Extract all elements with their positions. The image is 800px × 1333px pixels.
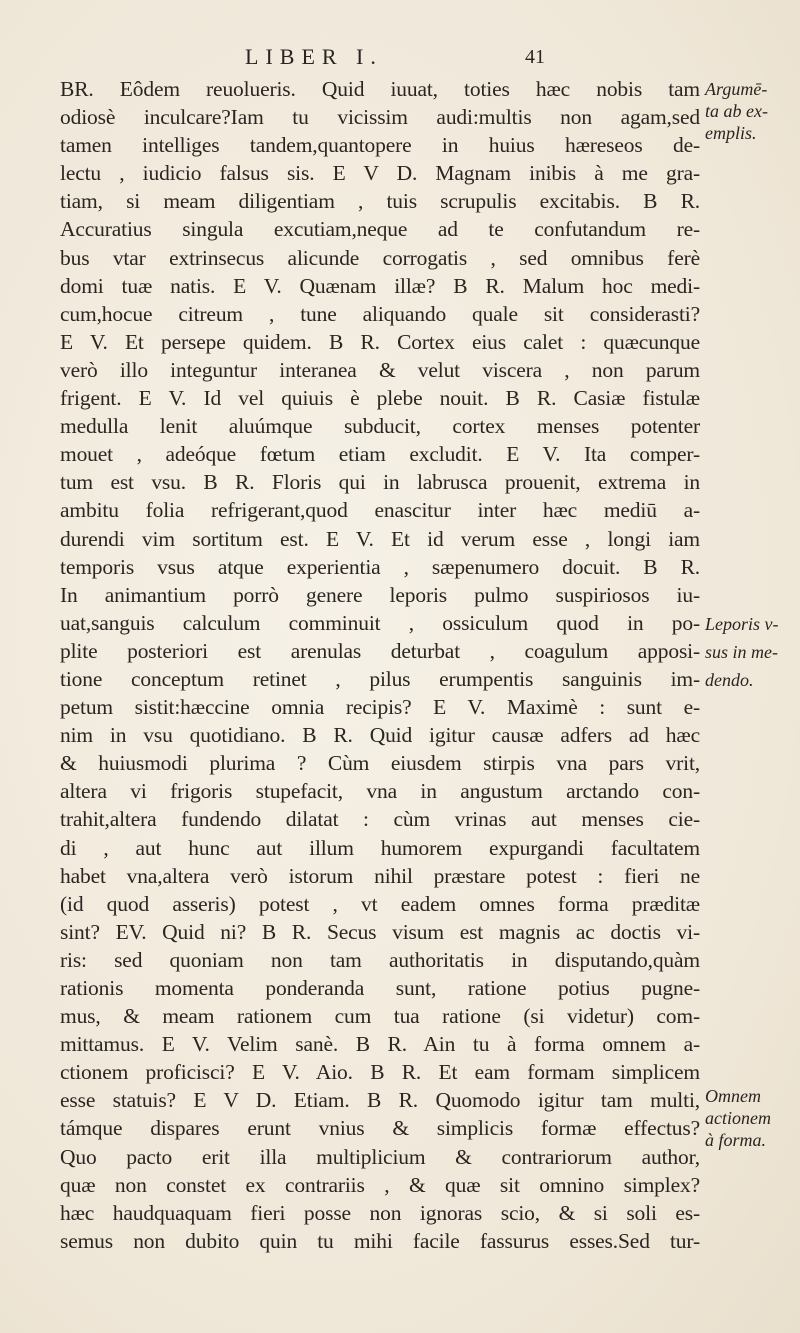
text-line: Quo pacto erit illa multiplicium & contrariorum author, — [60, 1144, 700, 1169]
text-line: nim in vsu quotidiano. B R. Quid igitur causæ adfers ad hæc — [60, 723, 700, 748]
marginal-note-leporis — [705, 610, 797, 694]
text-line: rationis momenta ponderanda sunt, ratione potius pugne- — [60, 976, 700, 1000]
text-line: odiosè inculcare?Iam tu vicissim audi:multis non agam,sed — [60, 105, 700, 130]
text-line: sint? EV. Quid ni? B R. Secus visum est magnis ac doctis vi- — [60, 919, 700, 944]
text-line: mus, & meam rationem cum tua ratione (si videtur) com- — [60, 1004, 700, 1029]
text-line: tione conceptum retinet , pilus erumpentis sanguinis im- — [60, 666, 700, 691]
text-line: verò illo integuntur interanea & velut viscera , non parum — [60, 357, 700, 382]
marginal-note-line: ta ab ex- — [705, 101, 768, 121]
text-line: esse statuis? E V D. Etiam. B R. Quomodo igitur tam multi, — [60, 1088, 700, 1113]
text-line: E V. Et persepe quidem. B R. Cortex eius calet : quæcunque — [60, 329, 700, 354]
text-line: mittamus. E V. Velim sanè. B R. Ain tu à forma omnem a- — [60, 1032, 700, 1057]
text-line: hæc haudquaquam fieri posse non ignoras scio, & si soli es- — [60, 1200, 700, 1225]
text-line: cum,hocue citreum , tune aliquando quale sit considerasti? — [60, 301, 700, 326]
marginal-note-line: Argumē- — [705, 79, 768, 99]
text-line: domi tuæ natis. E V. Quænam illæ? B R. Malum hoc medi- — [60, 273, 700, 298]
marginal-note-line: emplis. — [705, 123, 757, 143]
text-line: bus vtar extrinsecus alicunde corrogatis , sed omnibus ferè — [60, 245, 700, 270]
marginal-note-omnem — [705, 1085, 797, 1151]
text-line: Accuratius singula excutiam,neque ad te confutandum re- — [60, 217, 700, 242]
text-line: quæ non constet ex contrariis , & quæ sit omnino simplex? — [60, 1172, 700, 1197]
main-text-block — [60, 75, 700, 1255]
text-line: semus non dubito quin tu mihi facile fassurus esses.Sed tur- — [60, 1228, 700, 1253]
text-line: In animantium porrò genere leporis pulmo suspiriosos iu- — [60, 582, 700, 607]
text-line: tiam, si meam diligentiam , tuis scrupulis excitabis. B R. — [60, 189, 700, 214]
text-line: tum est vsu. B R. Floris qui in labrusca prouenit, extrema in — [60, 470, 700, 495]
running-header — [245, 44, 545, 74]
text-line: petum sistit:hæccine omnia recipis? E V. Maximè : sunt e- — [60, 695, 700, 720]
marginal-note-line: dendo. — [705, 670, 754, 690]
text-line: ris: sed quoniam non tam authoritatis in disputando,quàm — [60, 947, 700, 972]
text-line: trahit,altera fundendo dilatat : cùm vrinas aut menses cie- — [60, 807, 700, 832]
text-line: durendi vim sortitum est. E V. Et id verum esse , longi iam — [60, 526, 700, 551]
text-line: habet vna,altera verò istorum nihil præstare potest : fieri ne — [60, 863, 700, 888]
text-line: medulla lenit aluúmque subducit, cortex menses potenter — [60, 414, 700, 439]
text-line: & huiusmodi plurima ? Cùm eiusdem stirpis vna pars vrit, — [60, 751, 700, 776]
running-title: LIBER I. — [245, 44, 383, 69]
marginal-note-line: actionem — [705, 1108, 771, 1128]
marginal-note-line: sus in me- — [705, 642, 778, 662]
text-line: frigent. E V. Id vel quiuis è plebe nouit. B R. Casiæ fistulæ — [60, 386, 700, 411]
text-line: mouet , adeóque fœtum etiam excludit. E V. Ita comper- — [60, 442, 700, 467]
text-line: ambitu folia refrigerant,quod enascitur inter hæc mediū a- — [60, 498, 700, 523]
marginal-note-line: Omnem — [705, 1086, 761, 1106]
text-line: plite posteriori est arenulas deturbat , coagulum apposi- — [60, 638, 700, 663]
text-line: di , aut hunc aut illum humorem expurgandi facultatem — [60, 835, 700, 860]
text-line: tamen intelliges tandem,quantopere in huius hæreseos de- — [60, 133, 700, 158]
text-line: (id quod asseris) potest , vt eadem omnes forma præditæ — [60, 891, 700, 916]
marginal-note-argumenta — [705, 78, 797, 144]
text-line: lectu , iudicio falsus sis. E V D. Magnam inibis à me gra- — [60, 161, 700, 186]
text-line: támque dispares erunt vnius & simplicis formæ effectus? — [60, 1116, 700, 1141]
text-line: BR. Eôdem reuolueris. Quid iuuat, toties hæc nobis tam — [60, 77, 700, 101]
text-line: ctionem proficisci? E V. Aio. B R. Et eam formam simplicem — [60, 1060, 700, 1085]
text-line: uat,sanguis calculum comminuit , ossiculum quod in po- — [60, 610, 700, 635]
page-number: 41 — [525, 46, 545, 68]
text-line: temporis vsus atque experientia , sæpenumero docuit. B R. — [60, 554, 700, 579]
marginal-note-line: Leporis v- — [705, 614, 779, 634]
marginal-note-line: à forma. — [705, 1130, 767, 1150]
text-line: altera vi frigoris stupefacit, vna in angustum arctando con- — [60, 779, 700, 804]
